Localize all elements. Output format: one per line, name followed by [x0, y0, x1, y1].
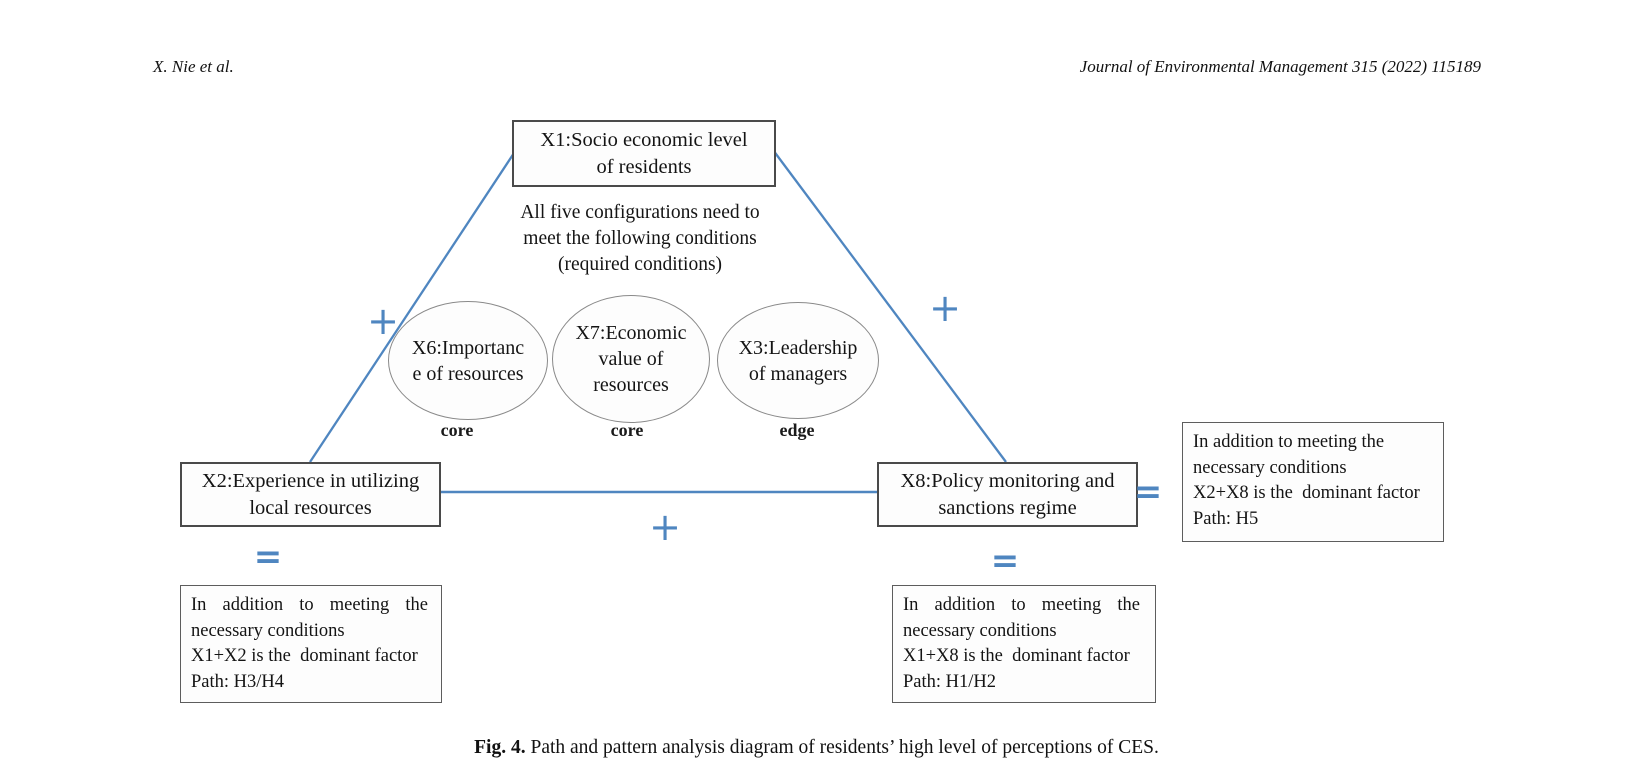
ellipse-x7-line3: resources	[593, 374, 669, 396]
figure-caption-text: Path and pattern analysis diagram of residents’ high level of perceptions of CES.	[525, 737, 1159, 758]
node-x8-line2: sanctions regime	[938, 496, 1077, 519]
equals-sign-below-x2: =	[253, 537, 283, 577]
note-br-line3: X1+X8 is the dominant factor	[903, 646, 1130, 666]
note-br-line4: Path: H1/H2	[903, 671, 997, 692]
note-right-line1: In addition to meeting the	[1193, 432, 1385, 452]
running-head-journal: Journal of Environmental Management 315 (2022) 115189	[1079, 57, 1481, 76]
tag-x3-edge: edge	[779, 420, 815, 440]
plus-sign-right: +	[929, 286, 961, 330]
plus-sign-left: +	[367, 299, 399, 343]
ellipse-x3-line2: of managers	[748, 362, 848, 385]
equals-sign-below-x8: =	[990, 541, 1020, 581]
ellipse-x3-line1: X3:Leadership	[738, 336, 858, 359]
ellipse-x6-line1: X6:Importanc	[411, 336, 525, 359]
note-right-line3: X2+X8 is the dominant factor	[1193, 483, 1420, 503]
node-x1-socioeconomic-level	[512, 120, 776, 187]
required-note-line3: (required conditions)	[557, 254, 723, 275]
node-x2-line2: local resources	[249, 496, 372, 519]
node-x1-line1: X1:Socio economic level	[540, 128, 748, 151]
note-right-line4: Path: H5	[1193, 508, 1259, 529]
ellipse-x7-line1: X7:Economic	[575, 322, 687, 344]
node-x8-line1: X8:Policy monitoring and	[900, 469, 1115, 492]
tag-x7-core: core	[610, 420, 644, 440]
node-x8-policy-monitoring	[877, 462, 1138, 527]
note-br-line2: necessary conditions	[903, 620, 1057, 641]
figure-caption-label: Fig. 4.	[474, 737, 526, 758]
note-bl-line3: X1+X2 is the dominant factor	[191, 646, 418, 666]
note-x2-x8-dominant	[1182, 422, 1444, 542]
tag-x6-core: core	[440, 420, 474, 440]
node-x1-line2: of residents	[596, 155, 692, 178]
ellipse-x6-line2: e of resources	[412, 362, 524, 385]
required-note-line2: meet the following conditions	[523, 228, 757, 249]
node-x2-line1: X2:Experience in utilizing	[201, 469, 420, 492]
required-note-line1: All five configurations need to	[520, 202, 760, 223]
note-br-line1: In addition to meeting the	[903, 595, 1141, 615]
required-conditions-note	[470, 200, 810, 278]
note-x1-x2-dominant	[180, 585, 442, 703]
plus-sign-bottom: +	[649, 505, 681, 549]
note-bl-line1: In addition to meeting the	[191, 595, 429, 615]
note-x1-x8-dominant	[892, 585, 1156, 703]
figure-caption	[0, 737, 1633, 759]
note-bl-line2: necessary conditions	[191, 620, 345, 641]
running-head-authors: X. Nie et al.	[153, 57, 234, 76]
ellipse-x7-economic-value	[552, 295, 710, 423]
equals-sign-right-of-x8: =	[1133, 472, 1163, 512]
ellipse-x3-leadership	[717, 302, 879, 419]
note-right-line2: necessary conditions	[1193, 457, 1347, 478]
node-x2-experience	[180, 462, 441, 527]
note-bl-line4: Path: H3/H4	[191, 671, 285, 692]
ellipse-x7-line2: value of	[598, 348, 664, 370]
ellipse-x6-importance-of-resources	[388, 301, 548, 420]
